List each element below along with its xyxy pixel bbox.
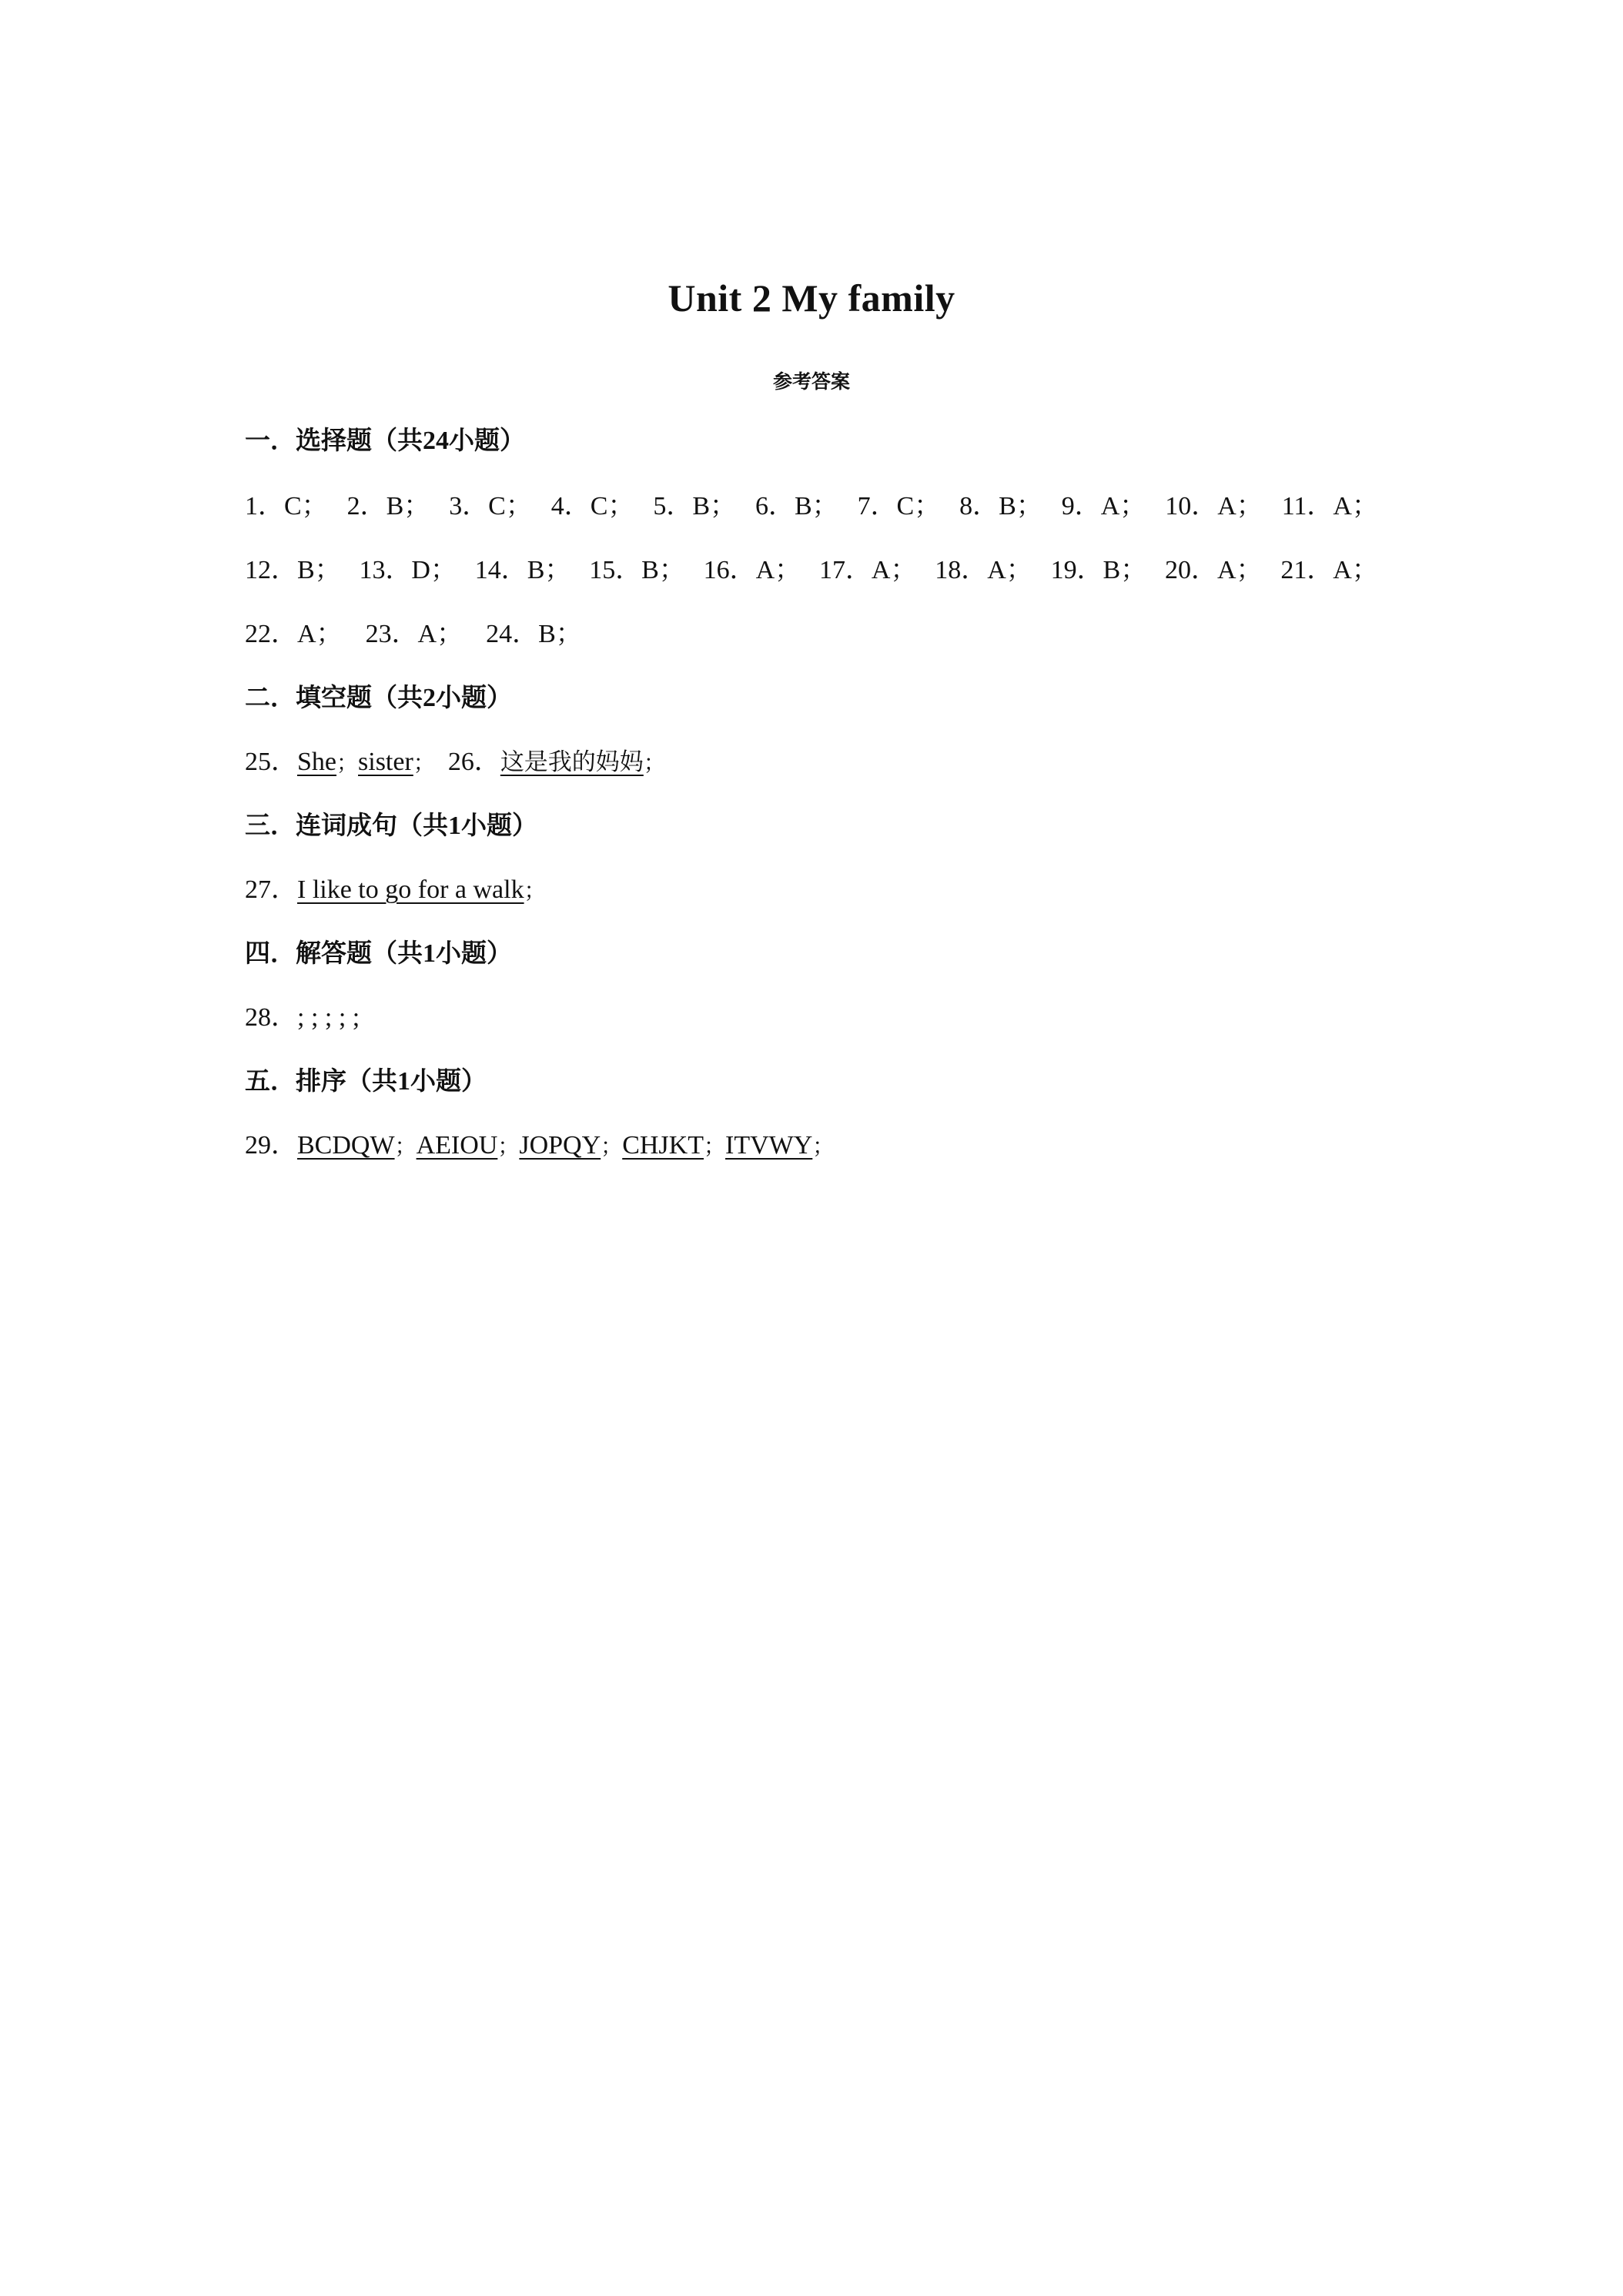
section-heading-fill-in	[245, 682, 512, 714]
answer-item: 7．C；	[857, 492, 941, 520]
separator: ；	[336, 750, 359, 775]
answer-blank: JOPQY	[519, 1131, 601, 1160]
answer-item: 2．B；	[346, 492, 430, 520]
section-heading-prefix: 五．排序（共	[245, 1066, 397, 1096]
section-heading-suffix: 小题）	[410, 1066, 487, 1096]
section-heading-suffix: 小题）	[449, 425, 525, 455]
answer-blank: She	[297, 748, 336, 776]
document-subtitle: 参考答案	[772, 370, 850, 393]
section-heading-ordering	[245, 1066, 487, 1097]
section-heading-prefix: 一．选择题（共	[245, 425, 423, 455]
answer-item: 16．A；	[703, 556, 801, 584]
answer-item: 12．B；	[245, 556, 341, 584]
answer-item: 23．A；	[365, 620, 463, 648]
section-heading-count: 1	[397, 1067, 410, 1096]
answer-blank: sister	[358, 748, 413, 776]
answer-item: 10．A；	[1165, 492, 1263, 520]
question-number: 27．	[245, 875, 297, 904]
answer-item: 13．D；	[359, 556, 457, 584]
separator: ；	[524, 878, 546, 903]
answer-row-2	[245, 555, 1378, 586]
section-heading-count: 1	[448, 812, 461, 840]
answer-item: 21．A；	[1280, 556, 1378, 584]
answer-item: 17．A；	[818, 556, 917, 584]
section-heading-sentence-building	[245, 810, 537, 842]
section-heading-suffix: 小题）	[436, 938, 512, 968]
answer-item: 5．B；	[653, 492, 737, 520]
answer-blank: I like to go for a walk	[297, 875, 524, 904]
answer-item: 3．C；	[449, 492, 532, 520]
answer-line-25-26	[245, 747, 665, 778]
answer-item: 18．A；	[935, 556, 1032, 584]
answer-item: 6．B；	[755, 492, 838, 520]
section-heading-count: 1	[423, 939, 436, 968]
section-heading-count: 24	[423, 427, 449, 455]
answer-item: 19．B；	[1050, 556, 1147, 584]
answer-item: 1．C；	[245, 492, 328, 520]
section-heading-suffix: 小题）	[436, 682, 512, 712]
separator: ；	[413, 750, 435, 775]
answer-blank: AEIOU	[416, 1131, 498, 1160]
section-heading-suffix: 小题）	[461, 810, 537, 840]
answer-item: 4．C；	[550, 492, 634, 520]
section-heading-prefix: 二．填空题（共	[245, 682, 423, 712]
answer-line-28: 28．; ; ; ; ;	[245, 1003, 360, 1032]
section-heading-answer	[245, 938, 512, 969]
answer-item: 20．A；	[1165, 556, 1263, 584]
answer-item: 9．A；	[1061, 492, 1146, 520]
separator: ；	[812, 1133, 835, 1159]
separator: ；	[643, 750, 665, 775]
separator: ；	[601, 1133, 623, 1159]
question-number: 29．	[245, 1131, 297, 1160]
answer-item: 14．B；	[474, 556, 571, 584]
answer-line-27	[245, 875, 546, 906]
section-heading-multiple-choice	[245, 425, 525, 457]
separator: ；	[394, 1133, 417, 1159]
answer-blank: CHJKT	[622, 1131, 704, 1160]
answer-item: 8．B；	[959, 492, 1042, 520]
answer-item: 24．B；	[486, 620, 582, 648]
answer-item: 22．A；	[245, 620, 343, 648]
section-heading-prefix: 四．解答题（共	[245, 938, 423, 968]
answer-row-3	[245, 619, 582, 650]
document-title: Unit 2 My family	[668, 276, 955, 320]
answer-item: 15．B；	[589, 556, 685, 584]
separator: ；	[703, 1133, 725, 1159]
section-heading-count: 2	[423, 684, 436, 712]
question-number: 25．	[245, 748, 297, 776]
answer-blank: 这是我的妈妈	[500, 748, 644, 776]
separator: ；	[497, 1133, 520, 1159]
section-heading-prefix: 三．连词成句（共	[245, 810, 448, 840]
answer-line-29	[245, 1130, 834, 1162]
answer-row-1	[245, 491, 1378, 522]
answer-blank: ITVWY	[725, 1131, 813, 1160]
question-number: 26．	[447, 748, 500, 776]
answer-item: 11．A；	[1281, 492, 1378, 520]
answer-blank: BCDQW	[297, 1131, 395, 1160]
